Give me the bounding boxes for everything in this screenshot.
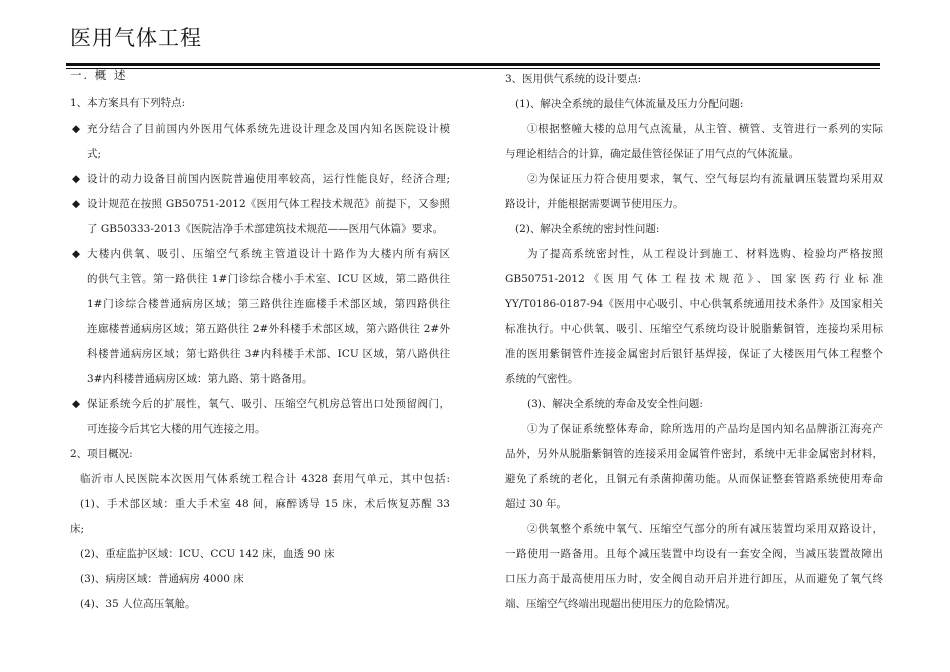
bullet-icon: ◆ (72, 398, 81, 410)
design-line: 标准执行。中心供氧、吸引、压缩空气系统均设计脱脂紫铜管，连接均采用标 (505, 323, 883, 335)
feature-line: 大楼内供氧、吸引、压缩空气系统主管道设计十路作为大楼内所有病区 (87, 248, 450, 260)
design-line: 系统的气密性。 (505, 373, 579, 385)
bullet-icon: ◆ (72, 173, 81, 185)
design-line: 为了提高系统密封性，从工程设计到施工、材料选购、检验均严格按照 (527, 248, 883, 260)
feature-line: 了 GB50333-2013《医院洁净手术部建筑技术规范——医用气体篇》要求。 (87, 223, 444, 235)
bullet-icon: ◆ (72, 123, 81, 135)
feature-line: 式; (87, 148, 102, 160)
design-line: ①根据整幢大楼的总用气点流量，从主管、横管、支管进行一系列的实际 (527, 123, 883, 135)
design-line: 品外，另外从脱脂紫铜管的连接采用金属管件密封，系统中无非金属密封材料， (505, 448, 883, 460)
design-line: 端、压缩空气终端出现超出使用压力的危险情况。 (505, 598, 736, 610)
feature-line: 连廊楼普通病房区域；第五路供往 2#外科楼手术部区域，第六路供往 2#外 (87, 323, 450, 335)
feature-line: 设计的动力设备目前国内医院普遍使用率较高，运行性能良好，经济合理; (87, 173, 450, 185)
project-line: 床; (70, 523, 85, 535)
design-line: 准的医用紫铜管件连接金属密封后银钎基焊接，保证了大楼医用气体工程整个 (505, 348, 883, 360)
project-line: (4)、35 人位高压氧舱。 (80, 598, 196, 610)
design-line: ②供氧整个系统中氧气、压缩空气部分的所有减压装置均采用双路设计， (527, 523, 883, 535)
design-line: GB50751-2012《医用气体工程技术规范》、国家医药行业标准 (505, 273, 883, 285)
design-line: 避免了系统的老化，且铜元有杀菌抑菌功能。从而保证整套管路系统使用寿命 (505, 473, 883, 485)
design-line: 一路使用一路备用。且每个减压装置中均设有一套安全阀，当减压装置故障出 (505, 548, 883, 560)
subheading-design-points: 3、医用供气系统的设计要点: (505, 73, 642, 85)
project-line: (3)、病房区域：普通病房 4000 床 (80, 573, 244, 585)
feature-line: 保证系统今后的扩展性，氧气、吸引、压缩空气机房总管出口处预留阀门， (87, 398, 450, 410)
project-line: (1)、手术部区域：重大手术室 48 间，麻醉诱导 15 床，术后恢复苏醒 33 (80, 498, 450, 510)
design-subheading: (3)、解决全系统的寿命及安全性问题: (527, 398, 703, 410)
feature-line: 的供气主管。第一路供往 1#门诊综合楼小手术室、ICU 区域，第二路供往 (87, 273, 450, 285)
bullet-icon: ◆ (72, 198, 81, 210)
feature-line: 充分结合了目前国内外医用气体系统先进设计理念及国内知名医院设计模 (87, 123, 450, 135)
feature-line: 1#门诊综合楼普通病房区域；第三路供往连廊楼手术部区域，第四路供往 (87, 298, 450, 310)
feature-line: 设计规范在按照 GB50751-2012《医用气体工程技术规范》前提下，又参照 (87, 198, 450, 210)
design-line: YY/T0186-0187-94《医用中心吸引、中心供氧系统通用技术条件》及国家相关 (505, 298, 883, 310)
feature-line: 3#内科楼普通病房区域：第九路、第十路备用。 (87, 373, 313, 385)
design-line: 与理论相结合的计算，确定最佳管径保证了用气点的气体流量。 (505, 148, 799, 160)
section-heading-overview: 一. 概 述 (70, 68, 128, 82)
design-subheading: (1)、解决全系统的最佳气体流量及压力分配问题: (515, 98, 744, 110)
design-line: 超过 30 年。 (505, 498, 568, 510)
project-line: (2)、重症监护区域：ICU、CCU 142 床，血透 90 床 (80, 548, 335, 560)
project-line: 临沂市人民医院本次医用气体系统工程合计 4328 套用气单元，其中包括: (80, 473, 450, 485)
design-line: ①为了保证系统整体寿命，除所选用的产品均是国内知名品牌浙江海亮产 (527, 423, 883, 435)
design-line: ②为保证压力符合使用要求，氧气、空气每层均有流量调压装置均采用双 (527, 173, 883, 185)
feature-line: 科楼普通病房区域；第七路供往 3#内科楼手术部、ICU 区域，第八路供往 (87, 348, 450, 360)
subheading-project: 2、项目概况: (70, 448, 133, 460)
title-rule-thick (66, 63, 880, 66)
design-line: 路设计，并能根据需要调节使用压力。 (505, 198, 684, 210)
bullet-icon: ◆ (72, 248, 81, 260)
design-subheading: (2)、解决全系统的密封性问题: (515, 223, 660, 235)
design-line: 口压力高于最高使用压力时，安全阀自动开启并进行卸压，从而避免了氧气终 (505, 573, 883, 585)
feature-line: 可连接今后其它大楼的用气连接之用。 (87, 423, 266, 435)
page-title: 医用气体工程 (70, 26, 202, 50)
subheading-features: 1、本方案具有下列特点: (70, 97, 186, 109)
